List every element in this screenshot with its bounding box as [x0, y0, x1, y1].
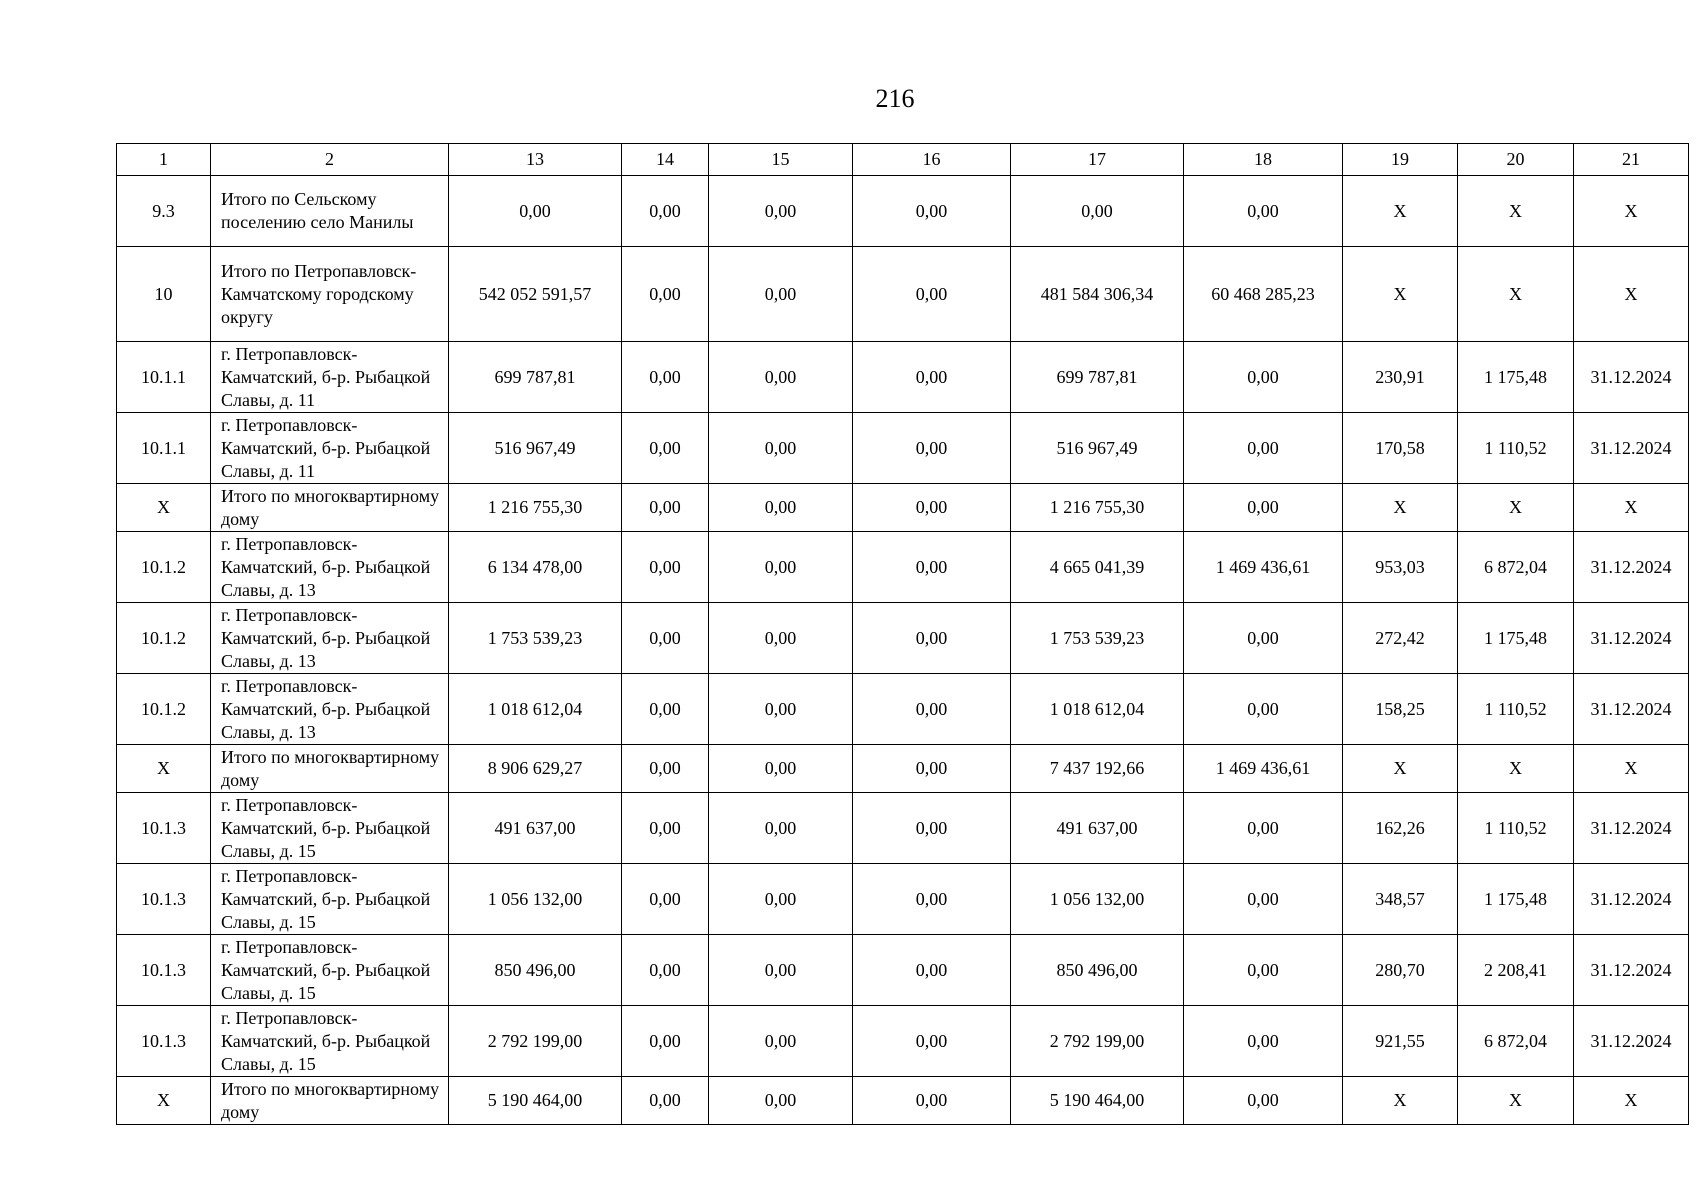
col-16-value: 0,00 [853, 935, 1011, 1006]
col-21-value: 31.12.2024 [1574, 674, 1689, 745]
col-18-value: 0,00 [1184, 864, 1343, 935]
col-20-value: X [1458, 1077, 1574, 1125]
col-19-value: 272,42 [1343, 603, 1458, 674]
object-name: г. Петропавловск-Камчатский, б-р. Рыбацкой Славы, д. 15 [211, 864, 449, 935]
table-row [117, 176, 1689, 247]
col-16-value: 0,00 [853, 176, 1011, 247]
col-20-value: 1 110,52 [1458, 413, 1574, 484]
col-14-value: 0,00 [622, 413, 709, 484]
col-21-value: 31.12.2024 [1574, 864, 1689, 935]
col-15-value: 0,00 [709, 342, 853, 413]
col-13-value: 491 637,00 [449, 793, 622, 864]
col-18-value: 0,00 [1184, 603, 1343, 674]
col-21-value: 31.12.2024 [1574, 413, 1689, 484]
column-header: 18 [1184, 144, 1343, 176]
col-16-value: 0,00 [853, 532, 1011, 603]
col-21-value: X [1574, 745, 1689, 793]
column-header: 14 [622, 144, 709, 176]
row-number: X [117, 1077, 211, 1125]
row-number: 10.1.1 [117, 413, 211, 484]
column-header: 1 [117, 144, 211, 176]
register-table [116, 143, 1689, 1125]
col-14-value: 0,00 [622, 864, 709, 935]
column-header: 20 [1458, 144, 1574, 176]
row-number: 10.1.3 [117, 935, 211, 1006]
col-13-value: 1 018 612,04 [449, 674, 622, 745]
col-19-value: X [1343, 745, 1458, 793]
col-21-value: X [1574, 484, 1689, 532]
col-17-value: 5 190 464,00 [1011, 1077, 1184, 1125]
table-row [117, 413, 1689, 484]
col-15-value: 0,00 [709, 247, 853, 342]
col-19-value: 230,91 [1343, 342, 1458, 413]
column-header: 2 [211, 144, 449, 176]
table-row [117, 864, 1689, 935]
row-number: 10.1.2 [117, 603, 211, 674]
col-20-value: 1 175,48 [1458, 603, 1574, 674]
table-body [117, 144, 1689, 1125]
col-15-value: 0,00 [709, 793, 853, 864]
row-number: 10.1.3 [117, 793, 211, 864]
column-header: 15 [709, 144, 853, 176]
col-18-value: 1 469 436,61 [1184, 532, 1343, 603]
table-row [117, 674, 1689, 745]
table-row [117, 247, 1689, 342]
row-number: X [117, 745, 211, 793]
column-header: 21 [1574, 144, 1689, 176]
table-row [117, 1077, 1689, 1125]
table-row [117, 484, 1689, 532]
col-14-value: 0,00 [622, 176, 709, 247]
col-17-value: 7 437 192,66 [1011, 745, 1184, 793]
col-14-value: 0,00 [622, 1077, 709, 1125]
col-17-value: 4 665 041,39 [1011, 532, 1184, 603]
object-name: г. Петропавловск-Камчатский, б-р. Рыбацкой Славы, д. 15 [211, 935, 449, 1006]
col-14-value: 0,00 [622, 793, 709, 864]
table-row [117, 1006, 1689, 1077]
object-name: г. Петропавловск-Камчатский, б-р. Рыбацкой Славы, д. 11 [211, 342, 449, 413]
col-21-value: 31.12.2024 [1574, 532, 1689, 603]
col-14-value: 0,00 [622, 1006, 709, 1077]
col-17-value: 850 496,00 [1011, 935, 1184, 1006]
col-19-value: X [1343, 176, 1458, 247]
col-19-value: 170,58 [1343, 413, 1458, 484]
col-19-value: 953,03 [1343, 532, 1458, 603]
col-17-value: 1 018 612,04 [1011, 674, 1184, 745]
col-21-value: 31.12.2024 [1574, 1006, 1689, 1077]
col-13-value: 699 787,81 [449, 342, 622, 413]
col-21-value: X [1574, 176, 1689, 247]
object-name: Итого по Сельскому поселению село Манилы [211, 176, 449, 247]
object-name: г. Петропавловск-Камчатский, б-р. Рыбацкой Славы, д. 15 [211, 793, 449, 864]
page-number: 216 [875, 84, 915, 113]
col-15-value: 0,00 [709, 864, 853, 935]
col-15-value: 0,00 [709, 413, 853, 484]
col-17-value: 491 637,00 [1011, 793, 1184, 864]
col-20-value: 1 110,52 [1458, 674, 1574, 745]
col-18-value: 0,00 [1184, 413, 1343, 484]
col-20-value: 6 872,04 [1458, 1006, 1574, 1077]
col-18-value: 0,00 [1184, 793, 1343, 864]
col-18-value: 0,00 [1184, 484, 1343, 532]
col-16-value: 0,00 [853, 864, 1011, 935]
column-number-row [117, 144, 1689, 176]
col-13-value: 1 753 539,23 [449, 603, 622, 674]
col-13-value: 0,00 [449, 176, 622, 247]
col-19-value: 158,25 [1343, 674, 1458, 745]
col-14-value: 0,00 [622, 484, 709, 532]
col-21-value: X [1574, 247, 1689, 342]
col-20-value: X [1458, 484, 1574, 532]
col-16-value: 0,00 [853, 247, 1011, 342]
col-18-value: 0,00 [1184, 342, 1343, 413]
col-16-value: 0,00 [853, 745, 1011, 793]
col-18-value: 0,00 [1184, 674, 1343, 745]
col-17-value: 1 753 539,23 [1011, 603, 1184, 674]
col-13-value: 5 190 464,00 [449, 1077, 622, 1125]
col-21-value: 31.12.2024 [1574, 793, 1689, 864]
col-16-value: 0,00 [853, 484, 1011, 532]
col-18-value: 0,00 [1184, 1077, 1343, 1125]
col-20-value: 6 872,04 [1458, 532, 1574, 603]
col-19-value: 280,70 [1343, 935, 1458, 1006]
column-header: 13 [449, 144, 622, 176]
col-13-value: 516 967,49 [449, 413, 622, 484]
col-16-value: 0,00 [853, 413, 1011, 484]
table-row [117, 745, 1689, 793]
row-number: 10.1.3 [117, 1006, 211, 1077]
col-18-value: 0,00 [1184, 1006, 1343, 1077]
column-header: 16 [853, 144, 1011, 176]
column-header: 17 [1011, 144, 1184, 176]
col-20-value: X [1458, 247, 1574, 342]
col-16-value: 0,00 [853, 1006, 1011, 1077]
col-15-value: 0,00 [709, 745, 853, 793]
col-18-value: 0,00 [1184, 935, 1343, 1006]
col-19-value: X [1343, 1077, 1458, 1125]
col-13-value: 1 216 755,30 [449, 484, 622, 532]
col-20-value: X [1458, 745, 1574, 793]
row-number: 10 [117, 247, 211, 342]
row-number: X [117, 484, 211, 532]
col-16-value: 0,00 [853, 793, 1011, 864]
col-13-value: 850 496,00 [449, 935, 622, 1006]
col-14-value: 0,00 [622, 674, 709, 745]
col-20-value: 1 175,48 [1458, 864, 1574, 935]
object-name: г. Петропавловск-Камчатский, б-р. Рыбацкой Славы, д. 13 [211, 603, 449, 674]
row-number: 9.3 [117, 176, 211, 247]
col-13-value: 1 056 132,00 [449, 864, 622, 935]
object-name: Итого по Петропавловск-Камчатскому городскому округу [211, 247, 449, 342]
col-16-value: 0,00 [853, 674, 1011, 745]
object-name: г. Петропавловск-Камчатский, б-р. Рыбацкой Славы, д. 11 [211, 413, 449, 484]
col-21-value: X [1574, 1077, 1689, 1125]
col-16-value: 0,00 [853, 1077, 1011, 1125]
col-13-value: 2 792 199,00 [449, 1006, 622, 1077]
col-13-value: 6 134 478,00 [449, 532, 622, 603]
col-17-value: 1 216 755,30 [1011, 484, 1184, 532]
col-19-value: 162,26 [1343, 793, 1458, 864]
col-19-value: X [1343, 247, 1458, 342]
col-20-value: 2 208,41 [1458, 935, 1574, 1006]
col-14-value: 0,00 [622, 247, 709, 342]
col-13-value: 542 052 591,57 [449, 247, 622, 342]
col-16-value: 0,00 [853, 603, 1011, 674]
col-18-value: 1 469 436,61 [1184, 745, 1343, 793]
col-14-value: 0,00 [622, 532, 709, 603]
object-name: Итого по многоквартирному дому [211, 745, 449, 793]
col-15-value: 0,00 [709, 176, 853, 247]
row-number: 10.1.3 [117, 864, 211, 935]
col-17-value: 481 584 306,34 [1011, 247, 1184, 342]
table-row [117, 603, 1689, 674]
col-19-value: X [1343, 484, 1458, 532]
col-17-value: 516 967,49 [1011, 413, 1184, 484]
row-number: 10.1.2 [117, 532, 211, 603]
object-name: Итого по многоквартирному дому [211, 1077, 449, 1125]
col-15-value: 0,00 [709, 1077, 853, 1125]
col-21-value: 31.12.2024 [1574, 935, 1689, 1006]
col-21-value: 31.12.2024 [1574, 603, 1689, 674]
col-13-value: 8 906 629,27 [449, 745, 622, 793]
col-15-value: 0,00 [709, 484, 853, 532]
col-16-value: 0,00 [853, 342, 1011, 413]
table-row [117, 935, 1689, 1006]
col-18-value: 60 468 285,23 [1184, 247, 1343, 342]
object-name: Итого по многоквартирному дому [211, 484, 449, 532]
column-header: 19 [1343, 144, 1458, 176]
table-row [117, 532, 1689, 603]
col-15-value: 0,00 [709, 603, 853, 674]
col-20-value: X [1458, 176, 1574, 247]
object-name: г. Петропавловск-Камчатский, б-р. Рыбацкой Славы, д. 15 [211, 1006, 449, 1077]
col-14-value: 0,00 [622, 342, 709, 413]
object-name: г. Петропавловск-Камчатский, б-р. Рыбацкой Славы, д. 13 [211, 532, 449, 603]
row-number: 10.1.1 [117, 342, 211, 413]
col-15-value: 0,00 [709, 674, 853, 745]
col-20-value: 1 110,52 [1458, 793, 1574, 864]
col-17-value: 699 787,81 [1011, 342, 1184, 413]
col-14-value: 0,00 [622, 745, 709, 793]
col-14-value: 0,00 [622, 935, 709, 1006]
col-17-value: 1 056 132,00 [1011, 864, 1184, 935]
col-15-value: 0,00 [709, 532, 853, 603]
col-19-value: 921,55 [1343, 1006, 1458, 1077]
object-name: г. Петропавловск-Камчатский, б-р. Рыбацкой Славы, д. 13 [211, 674, 449, 745]
col-18-value: 0,00 [1184, 176, 1343, 247]
col-14-value: 0,00 [622, 603, 709, 674]
table-row [117, 793, 1689, 864]
row-number: 10.1.2 [117, 674, 211, 745]
col-17-value: 2 792 199,00 [1011, 1006, 1184, 1077]
col-21-value: 31.12.2024 [1574, 342, 1689, 413]
col-15-value: 0,00 [709, 1006, 853, 1077]
col-20-value: 1 175,48 [1458, 342, 1574, 413]
col-19-value: 348,57 [1343, 864, 1458, 935]
table-row [117, 342, 1689, 413]
col-15-value: 0,00 [709, 935, 853, 1006]
col-17-value: 0,00 [1011, 176, 1184, 247]
